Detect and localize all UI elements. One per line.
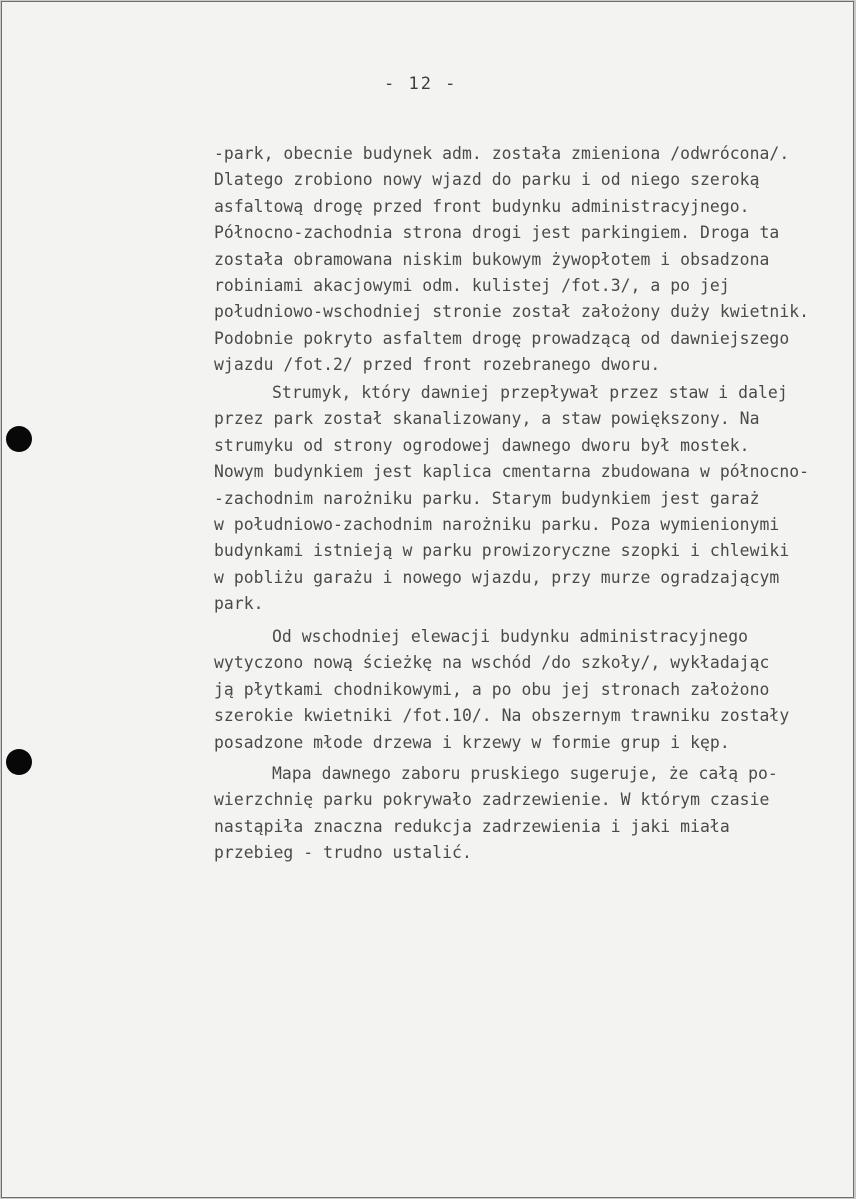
text-line: Mapa dawnego zaboru pruskiego sugeruje, że całą po-: [272, 764, 778, 783]
text-line: budynkami istnieją w parku prowizoryczne szopki i chlewiki: [214, 541, 790, 561]
text-line: Od wschodniej elewacji budynku administracyjnego: [272, 627, 749, 646]
document-page: [1, 1, 854, 1198]
text-line: wjazdu /fot.2/ przed front rozebranego dworu.: [214, 355, 661, 375]
text-line: asfaltową drogę przed front budynku administracyjnego.: [214, 196, 750, 216]
text-line: strumyku od strony ogrodowej dawnego dworu był mostek.: [214, 435, 750, 455]
text-line: Strumyk, który dawniej przepływał przez staw i dalej: [272, 383, 788, 402]
text-line: przez park został skanalizowany, a staw powiększony. Na: [214, 409, 760, 429]
text-line: posadzone młode drzewa i krzewy w formie grup i kęp.: [214, 732, 730, 752]
text-line: szerokie kwietniki /fot.10/. Na obszernym trawniku zostały: [214, 706, 790, 726]
text-line: ją płytkami chodnikowymi, a po obu jej stronach założono: [214, 679, 770, 699]
paragraph-4: [214, 761, 839, 867]
punch-hole-top: [6, 426, 32, 452]
text-line: Północno-zachodnia strona drogi jest parkingiem. Droga ta: [214, 223, 780, 243]
text-line: została obramowana niskim bukowym żywopłotem i obsadzona: [214, 249, 770, 269]
text-line: -park, obecnie budynek adm. została zmieniona /odwrócona/.: [214, 144, 790, 163]
text-line: park.: [214, 594, 264, 614]
text-line: -zachodnim narożniku parku. Starym budynkiem jest garaż: [214, 488, 760, 508]
text-line: przebieg - trudno ustalić.: [214, 843, 472, 863]
text-line: w południowo-zachodnim narożniku parku. Poza wymienionymi: [214, 514, 780, 534]
text-line: Nowym budynkiem jest kaplica cmentarna zbudowana w północno-: [214, 462, 810, 482]
paragraph-1: [214, 141, 839, 379]
text-line: w pobliżu garażu i nowego wjazdu, przy murze ogradzającym: [214, 567, 780, 587]
text-line: wierzchnię parku pokrywało zadrzewienie. W którym czasie: [214, 790, 770, 810]
paragraph-3: [214, 624, 839, 756]
text-line: robiniami akacjowymi odm. kulistej /fot.3/, a po jej: [214, 275, 730, 295]
paragraph-2: [214, 380, 839, 618]
text-line: Podobnie pokryto asfaltem drogę prowadzącą od dawniejszego: [214, 328, 790, 348]
text-line: nastąpiła znaczna redukcja zadrzewienia i jaki miała: [214, 816, 730, 836]
text-line: południowo-wschodniej stronie został założony duży kwietnik.: [214, 302, 810, 322]
page-number: - 12 -: [384, 74, 458, 94]
text-line: wytyczono nową ścieżkę na wschód /do szkoły/, wykładając: [214, 653, 770, 673]
punch-hole-bottom: [6, 749, 32, 775]
text-line: Dlatego zrobiono nowy wjazd do parku i od niego szeroką: [214, 170, 760, 190]
